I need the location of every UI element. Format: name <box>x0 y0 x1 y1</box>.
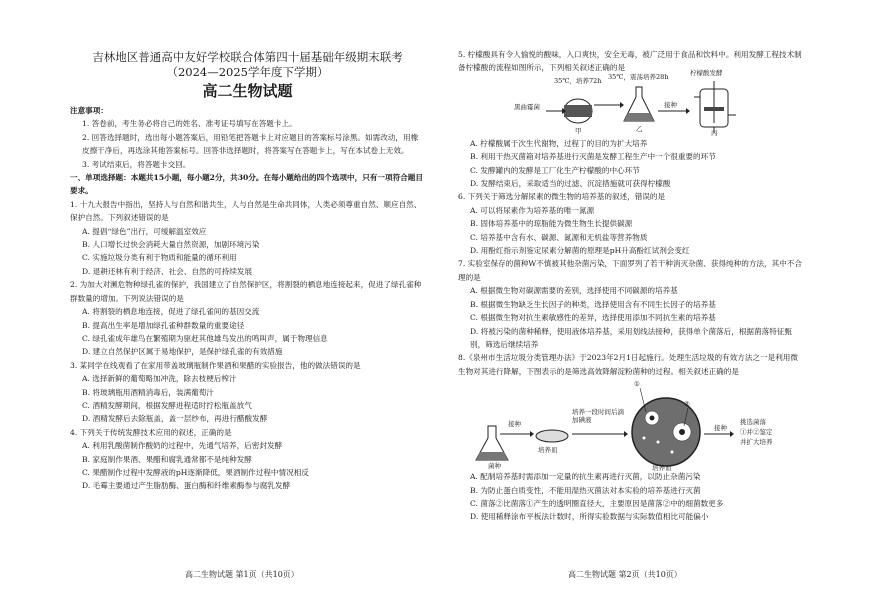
label-bing: 丙 <box>711 128 718 137</box>
q3-option-c: C. 酒精发酵期间，根据发酵进程适时拧松瓶盖放气 <box>82 400 252 410</box>
question-3-stem: 3. 某同学在线观看了在家用带盖玻璃瓶制作果酒和果醋的实验报告，他的做法错误的是 <box>70 360 361 370</box>
fermenter-impeller <box>704 107 724 111</box>
section-heading: 一、单项选择题：本题共15小题，每小题2分，共30分。在每小题给出的四个选项中，只有一项符合题目要求。 <box>70 173 423 196</box>
dish1-shape <box>536 430 568 442</box>
exam-subject: 高二生物试题 <box>202 82 293 100</box>
flask-jia-culture <box>564 105 592 117</box>
colony-small <box>657 441 660 444</box>
q6-option-a: A. 可以将尿素作为培养基的唯一氮源 <box>470 205 595 215</box>
q7-option-d: D. 将被污染的菌种稀释，使用液体培养基，采用划线法接种，获得单个菌落后，根据菌落特征甄别，筛选后继续培养 <box>470 326 792 349</box>
question-5-stem: 5. 柠檬酸具有令人愉悦的酸味，入口爽快，安全无毒，被广泛用于食品和饮料中。利用发酵工程技术制备柠檬酸的流程如图所示，下列相关叙述正确的是 <box>458 50 802 73</box>
label-dish2: 培养皿 <box>652 464 672 473</box>
q4-option-c: C. 果醋制作过程中发酵液的pH逐渐降低，果酒制作过程中情况相反 <box>82 467 309 477</box>
label-select-1: 挑选菌落 <box>740 418 766 427</box>
q5-option-d: D. 发酵结束后，采取适当的过滤、沉淀措施就可获得柠檬酸 <box>470 179 671 189</box>
arrowhead <box>530 431 534 437</box>
label-strain: 菌种 <box>488 462 501 471</box>
question-8-stem: 8.《泉州市生活垃圾分类管理办法》于2023年2月1日起施行。处理生活垃圾的有效方法之一是利用微生物对其进行降解，下图表示的是筛选高效降解淀粉菌种的过程。相关叙述正确的是 <box>458 353 798 376</box>
label-t2: 35℃，震荡培养28h <box>608 72 669 81</box>
label-dish1: 培养皿 <box>538 446 558 455</box>
label-colony-1: ① <box>634 380 640 389</box>
q4-option-b: B. 家庭制作果酒、果醋和腐乳通常都不是纯种发酵 <box>82 454 252 464</box>
q8-option-c: C. 菌落②比菌落①产生的透明圈直径大，主要原因是菌落②中的细菌数更多 <box>470 498 724 508</box>
flask-yi-liquid <box>624 113 654 121</box>
q5-option-b: B. 利用干热灭菌箱对培养基进行灭菌是发酵工程生产中一个很重要的环节 <box>470 152 716 162</box>
citric-acid-process-figure <box>458 68 803 137</box>
q8-option-b: B. 为防止蛋白质变性，不能用湿热灭菌法对本实验的培养基进行灭菌 <box>470 485 701 495</box>
q6-option-c: C. 培养基中含有水、碳源、氮源和无机盐等营养物质 <box>470 232 648 242</box>
q3-option-b: B. 将玻璃瓶用酒精消毒后，装满葡萄汁 <box>82 387 214 397</box>
page-footer-right: 高二生物试题 第2页（共10页） <box>568 570 682 579</box>
q5-option-a: A. 柠檬酸属于次生代谢物，过程丁的目的为扩大培养 <box>470 138 648 148</box>
colony-small <box>671 451 674 454</box>
exam-title: 吉林地区普通高中友好学校联合体第四十届基础年级期末联考 <box>92 50 403 64</box>
note-item: 1. 答卷前，考生务必将自己的姓名、准考证号填写在答题卡上。 <box>82 119 297 129</box>
q1-option-a: A. 提倡“绿色”出行，可缓解温室效应 <box>82 226 207 236</box>
colony-1 <box>650 416 655 421</box>
q6-option-b: B. 固体培养基中的琼脂能为微生物生长提供碳源 <box>470 219 633 229</box>
q3-option-a: A. 选择新鲜的葡萄略加冲洗，除去枝梗后榨汁 <box>82 374 237 384</box>
label-colony-2: ② <box>684 400 690 409</box>
label-after-iodine: 培养一段时间后滴加碘液 <box>572 408 624 425</box>
label-select-2: ①并②鉴定 <box>740 428 773 437</box>
arrowhead <box>686 108 690 114</box>
question-7-stem: 7. 实验室保存的菌种W不慎被其他杂菌污染，下面罗列了若干种消灭杂菌、获得纯种的方法，其中不合理的是 <box>458 259 802 282</box>
exam-term: （2024—2025学年度下学期） <box>166 65 329 79</box>
arrowhead <box>624 431 628 437</box>
q2-option-a: A. 将割裂的栖息地连接，促进了绿孔雀间的基因交流 <box>82 307 260 317</box>
colony-2 <box>679 429 685 435</box>
page-footer-left: 高二生物试题 第1页（共10页） <box>185 570 299 579</box>
label-jia: 甲 <box>575 126 582 135</box>
note-item: 3. 考试结束后，将答题卡交回。 <box>82 159 191 169</box>
label-inoculate-1: 接种 <box>508 420 521 429</box>
q3-option-d: D. 酒精发酵后去除瓶盖，盖一层纱布，再进行醋酸发酵 <box>82 414 268 424</box>
label-t1: 35℃，培养72h <box>554 76 602 85</box>
q6-option-d: D. 用酚红指示剂鉴定尿素分解菌的原理是pH升高酚红试剂会变红 <box>470 246 690 256</box>
q4-option-a: A. 利用乳酸菌制作酸奶的过程中，先通气培养，后密封发酵 <box>82 441 283 451</box>
q1-option-c: C. 实施垃圾分类有利于物质和能量的循环利用 <box>82 253 237 263</box>
q8-option-a: A. 配制培养基时需添加一定量的抗生素再进行灭菌，以防止杂菌污染 <box>470 472 701 482</box>
question-6-stem: 6. 下列关于筛选分解尿素的微生物的培养基的叙述，错误的是 <box>458 192 666 202</box>
q7-option-b: B. 根据微生物缺乏生长因子的种类，选择使用含有不同生长因子的培养基 <box>470 299 716 309</box>
q7-option-c: C. 根据微生物对抗生素敏感性的差异，选择使用添加不同抗生素的培养基 <box>470 313 716 323</box>
label-inoculate: 接种 <box>664 100 677 109</box>
q2-option-c: C. 绿孔雀成年雄鸟在繁殖期为驱赶其他雄鸟发出的鸣叫声，属于物理信息 <box>82 333 328 343</box>
colony-small <box>643 437 646 440</box>
q5-option-c: C. 发酵罐内的发酵是工厂化生产柠檬酸的中心环节 <box>470 165 640 175</box>
question-1-stem: 1. 十九大报告中指出，坚持人与自然和谐共生，人与自然是生命共同体，人类必须尊重自然、顺应自然、保护自然。下列叙述错误的是 <box>70 199 422 223</box>
label-inoculate-2: 接种 <box>714 424 727 433</box>
arrowhead <box>730 431 734 437</box>
note-item: 2. 回答选择题时，选出每小题答案后，用铅笔把答题卡上对应题目的答案标号涂黑。如需改动，用橡皮擦干净后，再选涂其他答案标号。回答非选择题时，将答案写在答题卡上，写在本试卷上无效。 <box>82 132 419 156</box>
left-page <box>70 0 425 614</box>
question-4-stem: 4. 下列关于传统发酵技术应用的叙述，正确的是 <box>70 427 232 437</box>
notes-heading: 注意事项： <box>70 106 108 115</box>
question-2-stem: 2. 为加大对濒危物种绿孔雀的保护，我国建立了自然保护区，将割裂的栖息地连接起来，促进了绿孔雀种群数量的增加。下列说法错误的是 <box>70 280 422 303</box>
q2-option-b: B. 提高出生率是增加绿孔雀种群数量的重要途径 <box>82 320 245 330</box>
q1-option-b: B. 人口增长过快会消耗大量自然资源，加剧环境污染 <box>82 240 260 250</box>
q2-option-d: D. 建立自然保护区属于易地保护，是保护绿孔雀的有效措施 <box>82 347 283 357</box>
label-select-3: 并扩大培养 <box>740 438 773 447</box>
q7-option-a: A. 根据微生物对碳源需要的差别，选择使用不同碳源的培养基 <box>470 286 678 296</box>
strain-flask-liquid <box>476 452 508 460</box>
right-page <box>458 0 803 614</box>
arrowhead <box>620 102 624 108</box>
q4-option-d: D. 毛霉主要通过产生脂肪酶、蛋白酶和纤维素酶参与腐乳发酵 <box>82 481 291 491</box>
starch-screening-figure <box>458 378 803 473</box>
q8-option-d: D. 使用稀释涂布平板法计数时，所得实验数据与实际数值相比可能偏小 <box>470 512 709 522</box>
label-yi: 乙 <box>636 124 643 133</box>
label-black-mold: 黑曲霉菌 <box>514 102 540 111</box>
q1-option-d: D. 退耕还林有利于经济、社会、自然的可持续发展 <box>82 266 253 276</box>
label-t3: 柠檬酸发酵 <box>690 68 723 77</box>
